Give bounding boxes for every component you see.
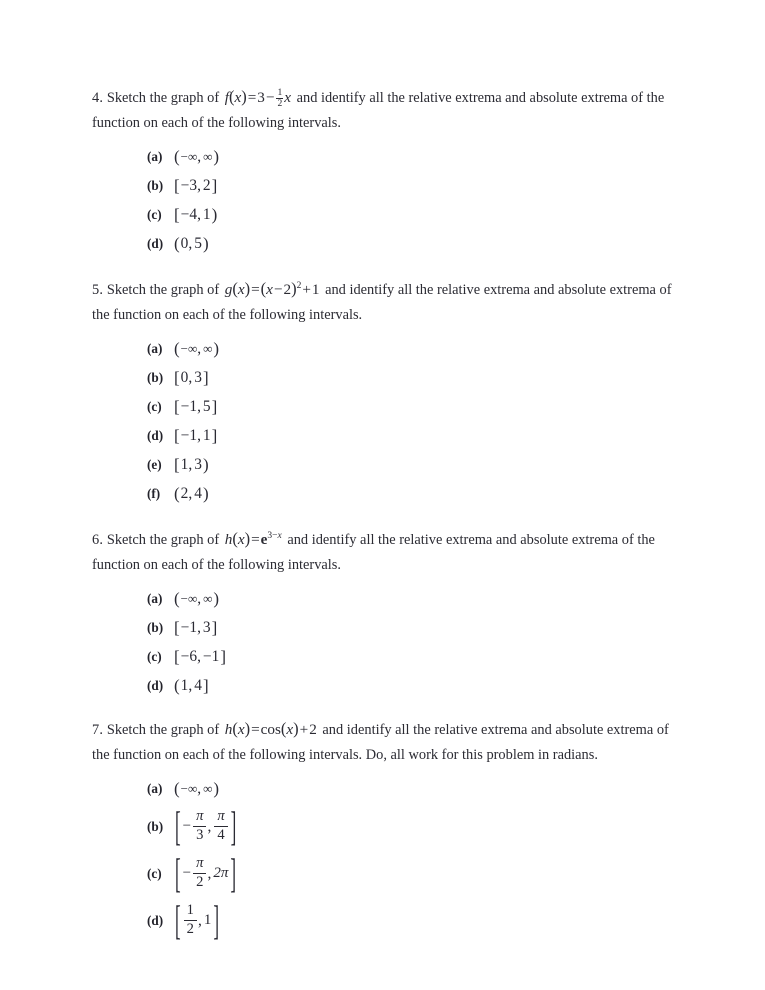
interval-label: (c) <box>147 206 162 222</box>
problem-7-tail: and identify all the relative extrema and absolute extrema of the function on each of the following intervals. Do, all work for this problem in radians. <box>92 722 669 764</box>
fn-arg-x: x <box>237 281 245 299</box>
interval-label: (d) <box>147 235 164 251</box>
interval-label: (a) <box>147 780 163 796</box>
fraction-pi-over-3: $\frac{\pi}{3}$ <box>193 809 206 844</box>
value-one: 1 <box>203 912 212 929</box>
interval-item <box>147 200 672 229</box>
interval-value: ( 2 , 4 ) <box>174 484 209 504</box>
problem-6-number: 6. <box>92 532 104 549</box>
cos-operator: cos <box>260 721 281 739</box>
interval-value: ( 1 , 4 ] <box>174 676 209 696</box>
problem-6-function: $h(x)=e^{3-x}$ <box>224 529 282 549</box>
worksheet-content <box>92 84 672 958</box>
problem-4-interval-list <box>92 142 672 258</box>
interval-item <box>147 897 672 944</box>
interval-value: [ −4 , 1 ) <box>174 205 218 224</box>
interval-label: (d) <box>147 427 164 443</box>
interval-label: (a) <box>147 148 163 164</box>
interval-label: (b) <box>147 369 164 385</box>
interval-value: [ 0 , 3 ] <box>174 368 209 388</box>
interval-value: ( −∞ , ∞ ) <box>174 589 220 609</box>
interval-label: (c) <box>147 865 162 881</box>
fraction-pi-over-4: $\frac{\pi}{4}$ <box>214 809 227 844</box>
exponent-two: 2 <box>296 281 302 291</box>
fn-arg-x: x <box>237 721 245 739</box>
problem-7-lead: Sketch the graph of <box>106 722 220 739</box>
interval-value: ( −∞ , ∞ ) <box>174 779 220 799</box>
problem-6-tail: and identify all the relative extrema and absolute extrema of the function on each of the following intervals. <box>92 532 655 574</box>
interval-item <box>147 334 672 363</box>
fn-rhs-3: 3 <box>257 89 265 106</box>
fn-var-x: x <box>284 89 291 106</box>
problem-7-number: 7. <box>92 722 104 739</box>
interval-value: [ −6 , −1 ] <box>174 647 226 667</box>
fn-arg-x: x <box>234 89 242 106</box>
interval-item <box>147 421 672 450</box>
interval-value: [ −1 , 5 ] <box>174 397 218 417</box>
interval-item <box>147 171 672 200</box>
interval-value: [ − $\frac{\pi}{3}$ , $\frac{\pi}{4}$ ] <box>175 803 237 850</box>
interval-label: (c) <box>147 398 162 414</box>
problem-5 <box>92 274 672 508</box>
interval-value: ( −∞ , ∞ ) <box>174 339 220 359</box>
problem-6-statement <box>92 524 672 578</box>
fn-name-h: h <box>224 531 233 549</box>
interval-value: ( −∞ , ∞ ) <box>174 147 220 166</box>
interval-item <box>147 363 672 392</box>
exponent-3-minus-x: 3−x <box>267 531 282 542</box>
problem-5-number: 5. <box>92 282 104 299</box>
interval-value: [ −1 , 1 ] <box>174 426 218 446</box>
problem-7-statement <box>92 716 672 768</box>
interval-item <box>147 774 672 803</box>
interval-value: [ −1 , 3 ] <box>174 618 218 638</box>
interval-item <box>147 613 672 642</box>
interval-item <box>147 803 672 850</box>
problem-7-interval-list <box>92 774 672 944</box>
problem-4-lead: Sketch the graph of <box>106 90 220 106</box>
interval-item <box>147 850 672 897</box>
fraction-one-half: $\frac{1}{2}$ <box>277 87 283 110</box>
interval-label: (d) <box>147 912 164 928</box>
fn-arg-x: x <box>237 531 245 549</box>
problem-4-number: 4. <box>92 90 104 106</box>
two-pi: 2π <box>213 865 229 882</box>
interval-item <box>147 584 672 613</box>
interval-value: [ 1 , 3 ) <box>174 455 209 475</box>
fn-name-f: f <box>224 89 229 106</box>
problem-6-lead: Sketch the graph of <box>106 532 220 549</box>
interval-label: (b) <box>147 818 164 834</box>
interval-label: (d) <box>147 677 164 693</box>
problem-4 <box>92 84 672 258</box>
problem-5-statement <box>92 274 672 328</box>
problem-4-tail: and identify all the relative extrema and absolute extrema of the function on each of the following intervals. <box>92 90 665 131</box>
problem-7 <box>92 716 672 944</box>
problem-6-interval-list <box>92 584 672 700</box>
fn-name-h: h <box>224 721 233 739</box>
interval-item <box>147 229 672 258</box>
interval-label: (a) <box>147 340 163 356</box>
interval-label: (b) <box>147 177 164 193</box>
interval-item <box>147 642 672 671</box>
euler-e: e <box>260 531 268 549</box>
problem-5-interval-list <box>92 334 672 508</box>
problem-6 <box>92 524 672 700</box>
problem-5-tail: and identify all the relative extrema and absolute extrema of the function on each of the following intervals. <box>92 282 672 324</box>
interval-item <box>147 450 672 479</box>
interval-value: [ $\frac{1}{2}$ , 1 ] <box>175 897 219 944</box>
interval-label: (b) <box>147 619 164 635</box>
interval-item <box>147 392 672 421</box>
interval-item <box>147 142 672 171</box>
interval-item <box>147 479 672 508</box>
interval-label: (e) <box>147 456 162 472</box>
interval-label: (c) <box>147 648 162 664</box>
problem-4-statement <box>92 84 672 136</box>
problem-5-function: $g(x)=(x-2)^2+1$ <box>224 279 320 299</box>
interval-label: (a) <box>147 590 163 606</box>
problem-5-lead: Sketch the graph of <box>106 282 220 299</box>
problem-4-function: f(x)=3− $\frac{1}{2}$ x <box>224 87 291 110</box>
interval-item <box>147 671 672 700</box>
interval-value: ( 0 , 5 ) <box>174 234 209 253</box>
fraction-pi-over-2: $\frac{\pi}{2}$ <box>193 856 206 891</box>
fn-minus: − <box>265 89 275 106</box>
interval-value: [ − $\frac{\pi}{2}$ , 2π ] <box>175 850 236 897</box>
interval-label: (f) <box>147 485 161 501</box>
problem-7-function: h(x)=cos(x)+2 <box>224 719 317 739</box>
fraction-one-over-2: $\frac{1}{2}$ <box>184 903 197 938</box>
fn-name-g: g <box>224 281 233 299</box>
interval-value: [ −3 , 2 ] <box>174 176 218 195</box>
